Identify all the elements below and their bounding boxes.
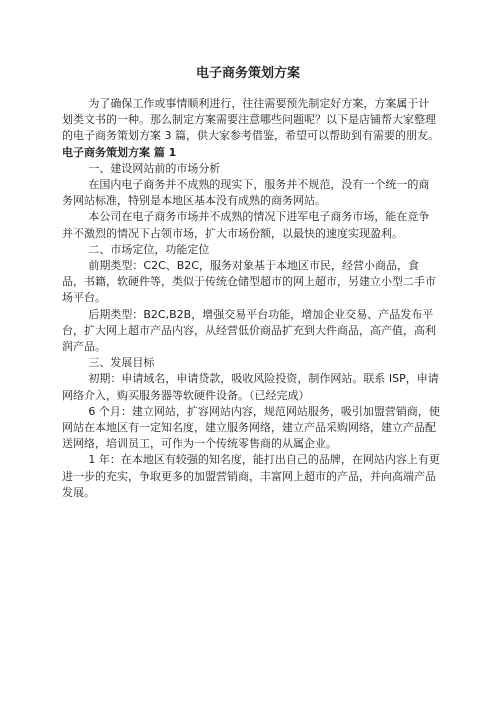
paragraph: 本公司在电子商务市场并不成熟的情况下进军电子商务市场，能在竞争并不激烈的情况下占领市场，扩大市场份额，以最快的速度实现盈利。 [62,210,430,240]
paragraph: 初期：申请域名，申请贷款，吸收风险投资，制作网站。联系 ISP，申请网络介入，购买服务器等软硬件设备。（已经完成） [62,372,439,402]
paragraph: 6 个月：建立网站，扩容网站内容，规范网站服务，吸引加盟营销商，使网站在本地区有一定知名度，建立服务网络，建立产品采购网络，建立产品配送网络，培训员工，可作为一个传统零售商的从属企业。 [62,404,440,451]
paragraph: 在国内电子商务并不成熟的现实下，服务并不规范，没有一个统一的商务网站标准，特别是本地区基本没有成熟的商务网站。 [62,178,430,208]
document-title: 电子商务策划方案 [195,66,300,81]
paragraph: 后期类型：B2C,B2B，增强交易平台功能，增加企业交易、产品发布平台，扩大网上超市产品内容，从经营低价商品扩充到大件商品，高产值，高利润产品。 [62,307,436,354]
intro-paragraph: 为了确保工作或事情顺利进行，往往需要预先制定好方案，方案属于计划类文书的一种。那么制定方案需要注意哪些问题呢？以下是店铺帮大家整理的电子商务策划方案 3 篇，供大家参考借鉴，希望可以帮助到有需要的朋友。 [62,97,439,143]
heading-market-analysis: 一、建设网站前的市场分析 [88,161,221,175]
paragraph: 前期类型：C2C、B2C，服务对象基于本地区市民，经营小商品，食品，书籍，软硬件等，类似于传统仓储型超市的网上超市，另建立小型二手市场平台。 [62,259,436,305]
heading-goals: 三、发展目标 [88,356,155,370]
document-body [62,96,440,501]
heading-positioning: 二、市场定位，功能定位 [88,242,210,256]
section-heading: 电子商务策划方案 篇 1 [62,145,177,159]
paragraph: 1 年：在本地区有较强的知名度，能打出自己的品牌，在网站内容上有更进一步的充实，争取更多的加盟营销商，丰富网上超市的产品，并向高端产品发展。 [62,453,440,499]
